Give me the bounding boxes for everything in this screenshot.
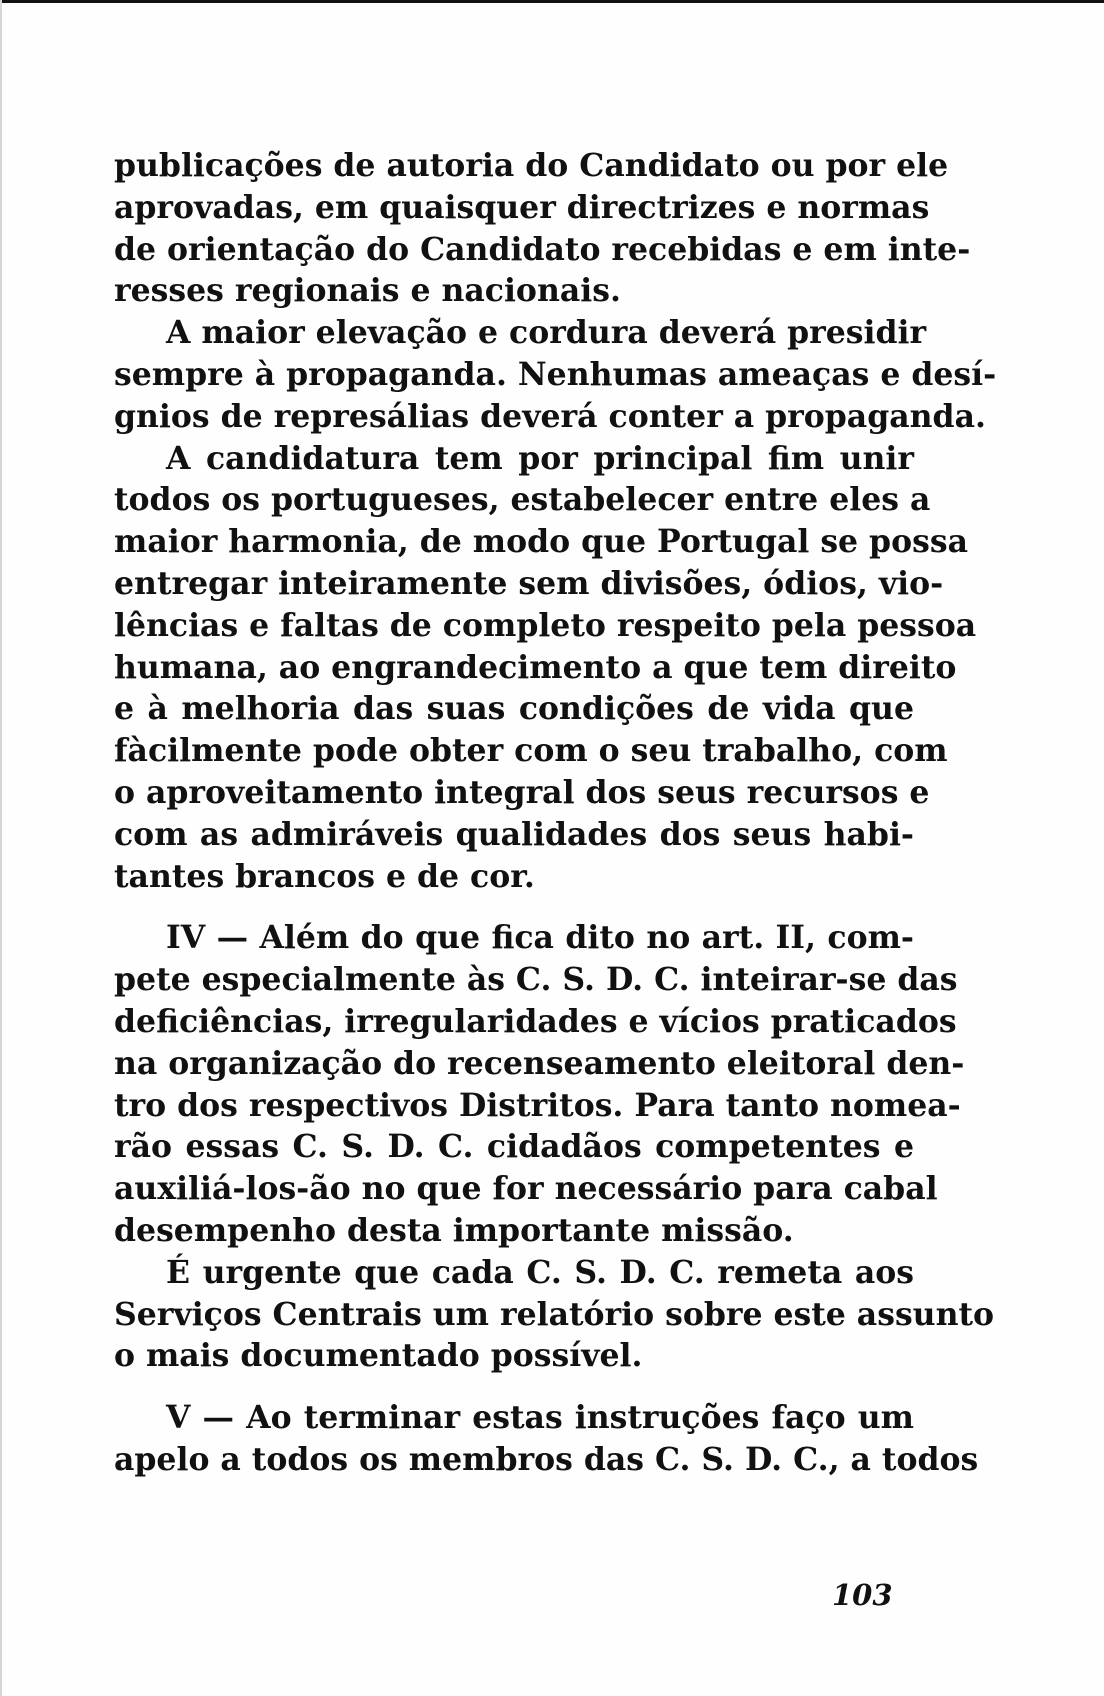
text-line: desempenho desta importante missão. — [114, 1211, 794, 1249]
text-line: A candidatura tem por principal fim unir — [166, 439, 914, 477]
page-top-edge — [0, 0, 1104, 3]
section-gap — [114, 897, 914, 917]
text-line: todos os portugueses, estabelecer entre eles a — [114, 481, 931, 519]
text-line: apelo a todos os membros das C. S. D. C., a todos — [114, 1440, 979, 1478]
text-line: pete especialmente às C. S. D. C. inteirar-se das — [114, 961, 958, 999]
text-line: entregar inteiramente sem divisões, ódios, vio- — [114, 564, 944, 602]
text-line: Serviços Centrais um relatório sobre este assunto — [114, 1295, 995, 1333]
text-line: A maior elevação e cordura deverá presidir — [166, 314, 927, 352]
text-line: É urgente que cada C. S. D. C. remeta aos — [166, 1253, 914, 1291]
text-line: aprovadas, em quaisquer directrizes e normas — [114, 188, 930, 226]
text-line: e à melhoria das suas condições de vida que — [114, 690, 914, 728]
paragraph-6 — [114, 1397, 979, 1481]
text-line: tro dos respectivos Distritos. Para tanto nomea- — [114, 1086, 961, 1124]
page-number: 103 — [832, 1578, 893, 1612]
text-line: de orientação do Candidato recebidas e em inte- — [114, 230, 971, 268]
paragraph-2 — [114, 312, 997, 437]
text-line: tantes brancos e de cor. — [114, 857, 535, 895]
paragraph-3 — [114, 438, 977, 898]
text-line: rão essas C. S. D. C. cidadãos competentes e — [114, 1128, 914, 1166]
text-line: com as admiráveis qualidades dos seus habi- — [114, 815, 914, 853]
text-line: auxiliá-los-ão no que for necessário para cabal — [114, 1170, 938, 1208]
section-gap — [114, 1377, 914, 1397]
text-line: sempre à propaganda. Nenhumas ameaças e desí- — [114, 355, 997, 393]
text-line: maior harmonia, de modo que Portugal se possa — [114, 523, 968, 561]
text-line: humana, ao engrandecimento a que tem direito — [114, 648, 957, 686]
text-line: resses regionais e nacionais. — [114, 272, 621, 310]
text-line: o mais documentado possível. — [114, 1337, 643, 1375]
paragraph-4 — [114, 917, 965, 1251]
text-line: publicações de autoria do Candidato ou por ele — [114, 147, 949, 184]
text-line: IV — Além do que fica dito no art. II, com- — [166, 919, 914, 957]
text-line: fàcilmente pode obter com o seu trabalho, com — [114, 732, 948, 770]
text-line: V — Ao terminar estas instruções faço um — [166, 1399, 914, 1437]
text-line: lências e faltas de completo respeito pela pessoa — [114, 606, 977, 644]
paragraph-1 — [114, 145, 971, 312]
page-left-edge — [0, 0, 2, 1696]
body-text — [114, 145, 997, 1481]
text-line: o aproveitamento integral dos seus recursos e — [114, 773, 930, 811]
text-line: deficiências, irregularidades e vícios praticados — [114, 1002, 957, 1040]
paragraph-5 — [114, 1252, 995, 1377]
text-line: gnios de represálias deverá conter a propaganda. — [114, 397, 986, 435]
text-line: na organização do recenseamento eleitoral den- — [114, 1044, 965, 1082]
